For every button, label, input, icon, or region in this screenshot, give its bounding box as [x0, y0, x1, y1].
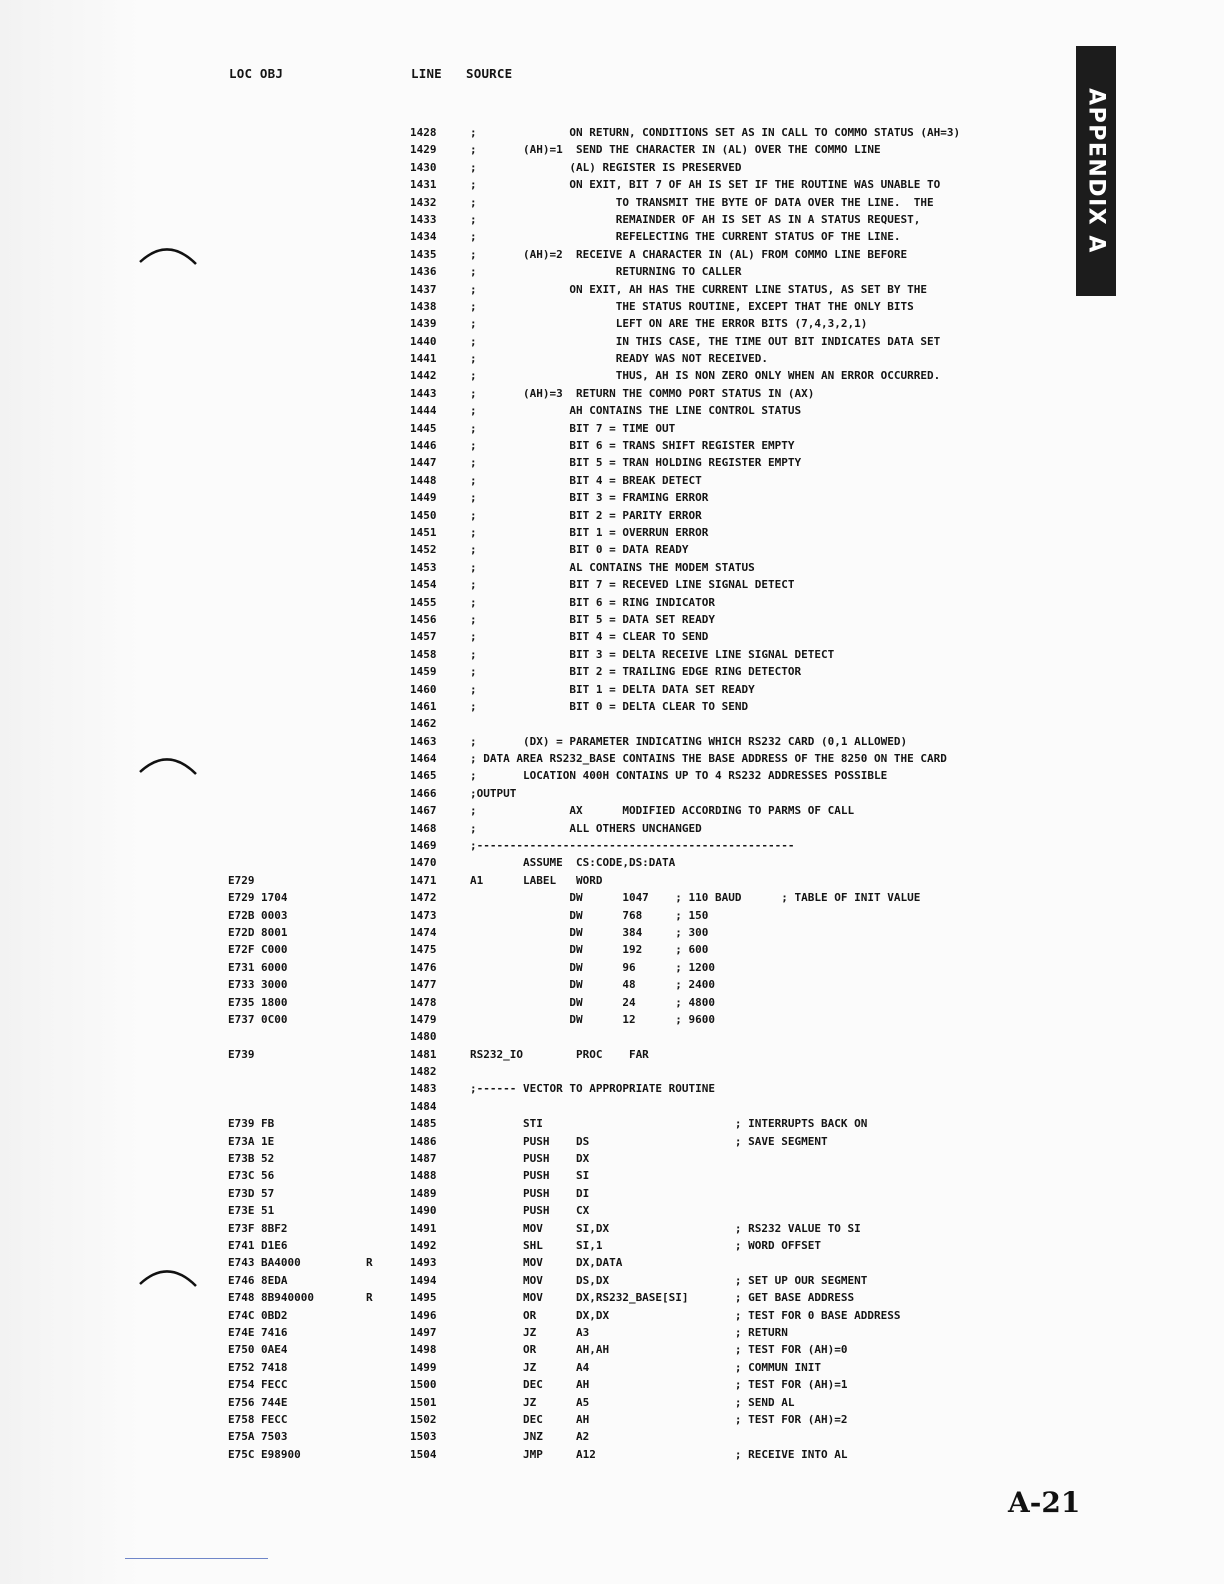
listing-row [0, 1324, 1224, 1341]
line-number: 1493 [410, 1256, 437, 1270]
loc-cell: E73D [228, 1186, 255, 1200]
source-text: ; THUS, AH IS NON ZERO ONLY WHEN AN ERROR OCCURRED. [470, 369, 941, 383]
source-text: ; DATA AREA RS232_BASE CONTAINS THE BASE ADDRESS OF THE 8250 ON THE CARD [470, 752, 947, 766]
obj-cell: FECC [261, 1412, 288, 1426]
obj-cell: FB [261, 1117, 275, 1131]
listing-row [0, 1411, 1224, 1428]
line-number: 1502 [410, 1412, 437, 1426]
loc-cell: E73B [228, 1152, 255, 1166]
line-number: 1484 [410, 1099, 437, 1113]
listing-row [0, 820, 1224, 837]
source-text: DW 12 ; 9600 [470, 1012, 716, 1026]
line-number: 1441 [410, 352, 437, 366]
obj-cell: 1800 [261, 995, 288, 1009]
listing-row [0, 976, 1224, 993]
listing-row [0, 1220, 1224, 1237]
line-number: 1477 [410, 978, 437, 992]
line-number: 1434 [410, 230, 437, 244]
loc-cell: E73C [228, 1169, 255, 1183]
listing-row [0, 559, 1224, 576]
loc-cell: E73E [228, 1204, 255, 1218]
source-text: ASSUME CS:CODE,DS:DATA [470, 856, 676, 870]
line-number: 1474 [410, 925, 437, 939]
loc-cell: E750 [228, 1343, 255, 1357]
source-text: ; BIT 4 = BREAK DETECT [470, 473, 702, 487]
source-text: MOV DX,RS232_BASE[SI] ; GET BASE ADDRESS [470, 1291, 855, 1305]
loc-cell: E739 [228, 1117, 255, 1131]
line-number: 1437 [410, 282, 437, 296]
listing-row [0, 1185, 1224, 1202]
source-text: ;OUTPUT [470, 786, 517, 800]
source-text: ; READY WAS NOT RECEIVED. [470, 352, 769, 366]
line-number: 1454 [410, 578, 437, 592]
listing-row [0, 785, 1224, 802]
source-text: ; RETURNING TO CALLER [470, 265, 742, 279]
line-number: 1436 [410, 265, 437, 279]
source-text: ; LOCATION 400H CONTAINS UP TO 4 RS232 ADDRESSES POSSIBLE [470, 769, 888, 783]
source-text: JMP A12 ; RECEIVE INTO AL [470, 1447, 848, 1461]
line-number: 1456 [410, 612, 437, 626]
listing-row [0, 854, 1224, 871]
obj-cell: D1E6 [261, 1239, 288, 1252]
relocation-flag: R [366, 1291, 373, 1305]
listing-row [0, 1011, 1224, 1028]
listing-row [0, 924, 1224, 941]
line-number: 1495 [410, 1291, 437, 1305]
listing-row [0, 385, 1224, 402]
line-number: 1443 [410, 386, 437, 400]
loc-cell: E748 [228, 1291, 255, 1305]
loc-cell: E746 [228, 1273, 255, 1287]
obj-cell: 0AE4 [261, 1343, 288, 1357]
line-number: 1475 [410, 943, 437, 957]
listing-row [0, 228, 1224, 245]
listing-row [0, 176, 1224, 193]
listing-row [0, 611, 1224, 628]
source-text: ; THE STATUS ROUTINE, EXCEPT THAT THE ONLY BITS [470, 299, 914, 313]
listing-row [0, 315, 1224, 332]
listing-row [0, 698, 1224, 715]
line-number: 1496 [410, 1308, 437, 1322]
obj-cell: 51 [261, 1204, 275, 1218]
obj-cell: 0C00 [261, 1012, 288, 1026]
listing-row [0, 420, 1224, 437]
listing-row [0, 367, 1224, 384]
source-text: ; BIT 1 = DELTA DATA SET READY [470, 682, 755, 696]
line-number: 1465 [410, 769, 437, 783]
listing-row [0, 1272, 1224, 1289]
line-number: 1472 [410, 891, 437, 905]
source-text: ; (AL) REGISTER IS PRESERVED [470, 160, 742, 174]
source-text: ; BIT 3 = FRAMING ERROR [470, 491, 709, 505]
line-number: 1446 [410, 439, 437, 453]
source-text: RS232_IO PROC FAR [470, 1047, 649, 1061]
listing-row [0, 350, 1224, 367]
line-number: 1451 [410, 525, 437, 539]
line-number: 1491 [410, 1221, 437, 1235]
obj-cell: 6000 [261, 960, 288, 974]
line-number: 1444 [410, 404, 437, 418]
obj-cell: 1704 [261, 891, 288, 905]
source-text: ; AL CONTAINS THE MODEM STATUS [470, 560, 755, 574]
loc-cell: E74C [228, 1308, 255, 1322]
listing-row [0, 1080, 1224, 1097]
source-text: ; BIT 2 = PARITY ERROR [470, 508, 702, 522]
source-text: DEC AH ; TEST FOR (AH)=2 [470, 1412, 848, 1426]
line-number: 1439 [410, 317, 437, 331]
listing-row [0, 1428, 1224, 1445]
source-text: DW 768 ; 150 [470, 908, 709, 922]
line-number: 1476 [410, 960, 437, 974]
listing-row [0, 541, 1224, 558]
loc-cell: E74E [228, 1325, 255, 1339]
loc-cell: E75A [228, 1430, 255, 1444]
source-text: ; ALL OTHERS UNCHANGED [470, 821, 702, 835]
line-number: 1440 [410, 334, 437, 348]
line-number: 1431 [410, 178, 437, 192]
listing-row [0, 1341, 1224, 1358]
source-text: ; (AH)=3 RETURN THE COMMO PORT STATUS IN (AX) [470, 386, 815, 400]
source-text: OR DX,DX ; TEST FOR 0 BASE ADDRESS [470, 1308, 901, 1322]
source-text: ; IN THIS CASE, THE TIME OUT BIT INDICATES DATA SET [470, 334, 941, 348]
line-number: 1448 [410, 473, 437, 487]
source-text: ; REFELECTING THE CURRENT STATUS OF THE LINE. [470, 230, 901, 244]
line-number: 1497 [410, 1325, 437, 1339]
source-text: ; AX MODIFIED ACCORDING TO PARMS OF CALL [470, 804, 855, 818]
loc-cell: E72B [228, 908, 255, 922]
listing-row [0, 246, 1224, 263]
header-source: SOURCE [466, 66, 513, 81]
source-text: STI ; INTERRUPTS BACK ON [470, 1117, 868, 1131]
listing-row [0, 681, 1224, 698]
source-text: OR AH,AH ; TEST FOR (AH)=0 [470, 1343, 848, 1357]
obj-cell: 7503 [261, 1430, 288, 1444]
loc-cell: E743 [228, 1256, 255, 1270]
line-number: 1468 [410, 821, 437, 835]
line-number: 1485 [410, 1117, 437, 1131]
source-text: ; ON RETURN, CONDITIONS SET AS IN CALL TO COMMO STATUS (AH=3) [470, 126, 961, 139]
source-text: MOV SI,DX ; RS232 VALUE TO SI [470, 1221, 861, 1235]
listing-row [0, 889, 1224, 906]
line-number: 1445 [410, 421, 437, 435]
bottom-rule [125, 1558, 268, 1559]
listing-row [0, 1167, 1224, 1184]
obj-cell: 0003 [261, 908, 288, 922]
line-number: 1499 [410, 1360, 437, 1374]
source-text: ; (AH)=2 RECEIVE A CHARACTER IN (AL) FROM COMMO LINE BEFORE [470, 247, 908, 261]
source-text: DW 384 ; 300 [470, 925, 709, 939]
obj-cell: E98900 [261, 1447, 301, 1461]
source-text: A1 LABEL WORD [470, 873, 603, 887]
loc-cell: E729 [228, 891, 255, 905]
loc-cell: E752 [228, 1360, 255, 1374]
assembly-listing [0, 124, 1224, 1463]
header-line: LINE [411, 66, 442, 81]
line-number: 1433 [410, 212, 437, 226]
loc-cell: E735 [228, 995, 255, 1009]
obj-cell: 57 [261, 1186, 275, 1200]
listing-row [0, 733, 1224, 750]
line-number: 1428 [410, 126, 437, 139]
listing-row [0, 1254, 1224, 1271]
source-text: ; REMAINDER OF AH IS SET AS IN A STATUS REQUEST, [470, 212, 921, 226]
obj-cell: 7418 [261, 1360, 288, 1374]
line-number: 1469 [410, 839, 437, 853]
line-number: 1455 [410, 595, 437, 609]
line-number: 1479 [410, 1012, 437, 1026]
listing-row [0, 1133, 1224, 1150]
source-text: DW 96 ; 1200 [470, 960, 716, 974]
line-number: 1447 [410, 456, 437, 470]
listing-row [0, 907, 1224, 924]
source-text: ; BIT 6 = TRANS SHIFT REGISTER EMPTY [470, 439, 795, 453]
source-text: ; TO TRANSMIT THE BYTE OF DATA OVER THE LINE. THE [470, 195, 934, 209]
source-text: ; BIT 0 = DATA READY [470, 543, 689, 557]
listing-row [0, 472, 1224, 489]
line-number: 1430 [410, 160, 437, 174]
obj-cell: 0BD2 [261, 1308, 288, 1322]
listing-row [0, 1098, 1224, 1115]
source-text: DW 192 ; 600 [470, 943, 709, 957]
loc-cell: E756 [228, 1395, 255, 1409]
line-number: 1498 [410, 1343, 437, 1357]
line-number: 1488 [410, 1169, 437, 1183]
listing-row [0, 1115, 1224, 1132]
obj-cell: 52 [261, 1152, 275, 1166]
line-number: 1432 [410, 195, 437, 209]
loc-cell: E73A [228, 1134, 255, 1148]
source-text: ; BIT 0 = DELTA CLEAR TO SEND [470, 699, 749, 713]
listing-row [0, 194, 1224, 211]
obj-cell: 1E [261, 1134, 275, 1148]
source-text: JNZ A2 [470, 1430, 590, 1444]
loc-cell: E72F [228, 943, 255, 957]
line-number: 1503 [410, 1430, 437, 1444]
obj-cell: 8EDA [261, 1273, 288, 1287]
listing-row [0, 872, 1224, 889]
line-number: 1449 [410, 491, 437, 505]
line-number: 1442 [410, 369, 437, 383]
source-text: PUSH DX [470, 1152, 590, 1166]
listing-row [0, 281, 1224, 298]
line-number: 1463 [410, 734, 437, 748]
source-text: ; LEFT ON ARE THE ERROR BITS (7,4,3,2,1) [470, 317, 868, 331]
source-text: JZ A3 ; RETURN [470, 1325, 788, 1339]
listing-row [0, 211, 1224, 228]
loc-cell: E729 [228, 873, 255, 887]
listing-row [0, 402, 1224, 419]
loc-cell: E737 [228, 1012, 255, 1026]
source-text: ; BIT 7 = TIME OUT [470, 421, 676, 435]
line-number: 1453 [410, 560, 437, 574]
loc-cell: E741 [228, 1239, 255, 1252]
loc-cell: E72D [228, 925, 255, 939]
line-number: 1461 [410, 699, 437, 713]
source-text: SHL SI,1 ; WORD OFFSET [470, 1239, 821, 1252]
line-number: 1464 [410, 752, 437, 766]
listing-row [0, 489, 1224, 506]
listing-row [0, 1237, 1224, 1254]
obj-cell: C000 [261, 943, 288, 957]
line-number: 1470 [410, 856, 437, 870]
obj-cell: 8BF2 [261, 1221, 288, 1235]
listing-row [0, 298, 1224, 315]
appendix-tab-label: APPENDIX A [1083, 88, 1109, 254]
listing-row [0, 1289, 1224, 1306]
page-number: A-21 [1008, 1486, 1081, 1519]
source-text: DW 48 ; 2400 [470, 978, 716, 992]
listing-row [0, 576, 1224, 593]
source-text: ; AH CONTAINS THE LINE CONTROL STATUS [470, 404, 802, 418]
line-number: 1459 [410, 665, 437, 679]
listing-row [0, 1307, 1224, 1324]
relocation-flag: R [366, 1256, 373, 1270]
loc-cell: E754 [228, 1378, 255, 1392]
listing-row [0, 454, 1224, 471]
source-text: ; BIT 6 = RING INDICATOR [470, 595, 716, 609]
listing-row [0, 646, 1224, 663]
source-text: JZ A5 ; SEND AL [470, 1395, 795, 1409]
source-text: PUSH SI [470, 1169, 590, 1183]
listing-row [0, 594, 1224, 611]
source-text: DW 1047 ; 110 BAUD ; TABLE OF INIT VALUE [470, 891, 921, 905]
line-number: 1480 [410, 1030, 437, 1044]
listing-row [0, 159, 1224, 176]
listing-row [0, 333, 1224, 350]
line-number: 1478 [410, 995, 437, 1009]
obj-cell: 8B940000 [261, 1291, 314, 1305]
loc-cell: E73F [228, 1221, 255, 1235]
obj-cell: 744E [261, 1395, 288, 1409]
line-number: 1466 [410, 786, 437, 800]
listing-row [0, 1046, 1224, 1063]
source-text: MOV DS,DX ; SET UP OUR SEGMENT [470, 1273, 868, 1287]
line-number: 1501 [410, 1395, 437, 1409]
listing-row [0, 802, 1224, 819]
line-number: 1452 [410, 543, 437, 557]
listing-row [0, 1028, 1224, 1045]
listing-row [0, 124, 1224, 141]
obj-cell: 8001 [261, 925, 288, 939]
loc-cell: E758 [228, 1412, 255, 1426]
listing-row [0, 628, 1224, 645]
line-number: 1500 [410, 1378, 437, 1392]
source-text: PUSH DS ; SAVE SEGMENT [470, 1134, 828, 1148]
source-text: ; BIT 7 = RECEVED LINE SIGNAL DETECT [470, 578, 795, 592]
listing-row [0, 437, 1224, 454]
listing-row [0, 941, 1224, 958]
source-text: ; ON EXIT, BIT 7 OF AH IS SET IF THE ROUTINE WAS UNABLE TO [470, 178, 941, 192]
source-text: ; BIT 2 = TRAILING EDGE RING DETECTOR [470, 665, 802, 679]
line-number: 1481 [410, 1047, 437, 1061]
listing-row [0, 1446, 1224, 1463]
line-number: 1492 [410, 1239, 437, 1252]
loc-cell: E75C [228, 1447, 255, 1461]
listing-row [0, 663, 1224, 680]
listing-row [0, 959, 1224, 976]
line-number: 1489 [410, 1186, 437, 1200]
source-text: DEC AH ; TEST FOR (AH)=1 [470, 1378, 848, 1392]
line-number: 1486 [410, 1134, 437, 1148]
source-text: ; BIT 5 = TRAN HOLDING REGISTER EMPTY [470, 456, 802, 470]
line-number: 1429 [410, 143, 437, 157]
listing-row [0, 767, 1224, 784]
source-text: JZ A4 ; COMMUN INIT [470, 1360, 821, 1374]
source-text: PUSH CX [470, 1204, 590, 1218]
listing-row [0, 994, 1224, 1011]
listing-row [0, 141, 1224, 158]
source-text: ;------ VECTOR TO APPROPRIATE ROUTINE [470, 1082, 716, 1096]
listing-row [0, 263, 1224, 280]
source-text: ; (DX) = PARAMETER INDICATING WHICH RS232 CARD (0,1 ALLOWED) [470, 734, 908, 748]
listing-row [0, 715, 1224, 732]
listing-row [0, 1394, 1224, 1411]
obj-cell: 7416 [261, 1325, 288, 1339]
source-text: ; ON EXIT, AH HAS THE CURRENT LINE STATUS, AS SET BY THE [470, 282, 927, 296]
line-number: 1483 [410, 1082, 437, 1096]
listing-row [0, 1202, 1224, 1219]
line-number: 1462 [410, 717, 437, 731]
line-number: 1482 [410, 1065, 437, 1079]
source-text: ; BIT 3 = DELTA RECEIVE LINE SIGNAL DETECT [470, 647, 835, 661]
obj-cell: FECC [261, 1378, 288, 1392]
source-text: ;------------------------------------------------ [470, 839, 795, 853]
line-number: 1487 [410, 1152, 437, 1166]
source-text: ; BIT 1 = OVERRUN ERROR [470, 525, 709, 539]
listing-row [0, 1376, 1224, 1393]
source-text: ; (AH)=1 SEND THE CHARACTER IN (AL) OVER THE COMMO LINE [470, 143, 881, 157]
line-number: 1504 [410, 1447, 437, 1461]
listing-row [0, 750, 1224, 767]
listing-row [0, 837, 1224, 854]
line-number: 1467 [410, 804, 437, 818]
loc-cell: E733 [228, 978, 255, 992]
obj-cell: 56 [261, 1169, 275, 1183]
line-number: 1457 [410, 630, 437, 644]
line-number: 1460 [410, 682, 437, 696]
source-text: MOV DX,DATA [470, 1256, 623, 1270]
source-text: ; BIT 4 = CLEAR TO SEND [470, 630, 709, 644]
loc-cell: E739 [228, 1047, 255, 1061]
obj-cell: BA4000 [261, 1256, 301, 1270]
obj-cell: 3000 [261, 978, 288, 992]
header-loc-obj: LOC OBJ [229, 66, 284, 81]
source-text: PUSH DI [470, 1186, 590, 1200]
listing-row [0, 507, 1224, 524]
line-number: 1473 [410, 908, 437, 922]
line-number: 1494 [410, 1273, 437, 1287]
listing-row [0, 524, 1224, 541]
line-number: 1438 [410, 299, 437, 313]
line-number: 1471 [410, 873, 437, 887]
listing-row [0, 1063, 1224, 1080]
listing-row [0, 1359, 1224, 1376]
line-number: 1450 [410, 508, 437, 522]
source-text: DW 24 ; 4800 [470, 995, 716, 1009]
line-number: 1458 [410, 647, 437, 661]
line-number: 1490 [410, 1204, 437, 1218]
line-number: 1435 [410, 247, 437, 261]
source-text: ; BIT 5 = DATA SET READY [470, 612, 716, 626]
listing-row [0, 1150, 1224, 1167]
loc-cell: E731 [228, 960, 255, 974]
